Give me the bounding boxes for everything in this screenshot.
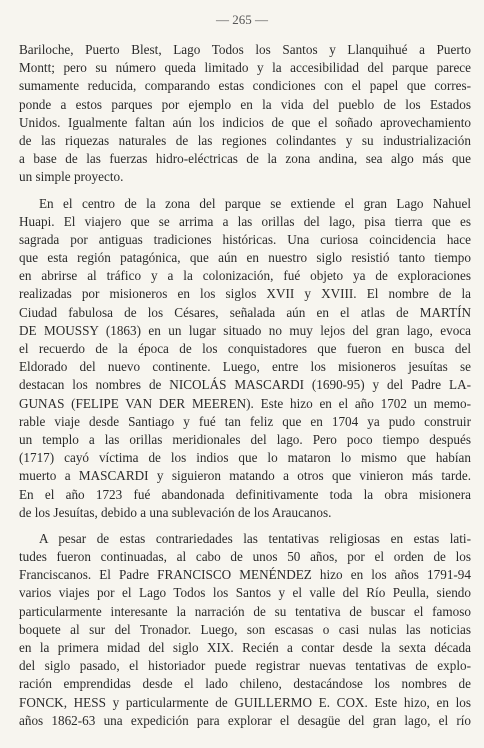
text-line: un simple proyecto. [19,169,124,185]
text-line: del siglo pasado, el historiador puede registrar nuevas tentativas de explo- [19,658,471,674]
text-line: ración emprendidas desde el lado chileno, destacándose los nombres de [19,676,471,692]
paragraph-gap [19,522,471,530]
paragraph [19,41,471,187]
text-line: Franciscanos. El Padre FRANCISCO MENÉNDEZ hizo en los años 1791-94 [19,567,471,583]
text-line: GUNAS (FELIPE VAN DER MEEREN). Este hizo en el año 1702 un memo- [19,395,471,411]
page-number: — 265 — [216,12,268,27]
text-line: En el año 1723 fué abandonada definitivamente toda la obra misionera [19,486,471,502]
text-line: DE MOUSSY (1863) en un lugar situado no muy lejos del gran lago, evoca [19,322,471,338]
text-line: que esta región patagónica, que aún en nuestro siglo resistió tanto tiempo [19,250,471,266]
text-line: ponde a estos parques por ejemplo en la vida del pueblo de los Estados [19,96,471,112]
text-line: un templo a las orillas meridionales del lago. Pero poco tiempo después [19,431,471,447]
text-line: FONCK, HESS y particularmente de GUILLERMO E. COX. Este hizo, en los [19,694,471,710]
body-text [19,41,471,730]
text-line: en abrirse al tráfico y a la colonización, fué objeto ya de exploraciones [19,268,471,284]
text-line: de las riquezas naturales de las regiones colindantes y su industrialización [19,132,471,148]
text-line: rable viaje desde Santiago y fué tan feliz que en 1704 ya pudo construir [19,413,471,429]
text-line: A pesar de estas contrariedades las tentativas religiosas en estas lati- [39,530,471,546]
text-line: particularmente interesante la narración de su tentativa de buscar el famoso [19,603,471,619]
text-line: Bariloche, Puerto Blest, Lago Todos los Santos y Llanquihué a Puerto [19,42,471,57]
text-line: realizadas por misioneros en los siglos XVII y XVIII. El nombre de la [19,286,471,302]
text-line: En el centro de la zona del parque se extiende el gran Lago Nahuel [39,195,471,211]
text-line: tudes fueron continuadas, al cabo de unos 50 años, por el orden de los [19,549,471,565]
text-line: en la primera midad del siglo XIX. Recién a contar desde la sexta década [19,640,471,655]
text-line: de los Jesuítas, debido a una sublevación de los Araucanos. [19,504,332,520]
paragraph [19,530,471,730]
paragraph [19,195,471,522]
text-line: destacan los nombres de NICOLÁS MASCARDI (1690-95) y del Padre LA- [19,377,471,393]
text-line: muerto a MASCARDI y siguieron matando a otros que vinieron más tarde. [19,468,471,484]
text-line: boquete al sur del Tronador. Luego, son escasas o casi nulas las noticias [19,621,471,637]
text-line: Ciudad fabulosa de los Césares, señalada aún en el atlas de MARTÍN [19,304,471,320]
text-line: Huapi. El viajero que se arrima a las orillas del lago, pisa tierra que es [19,213,471,229]
text-line: el recuerdo de la época de los conquistadores que fueron en busca del [19,341,471,356]
text-line: Montt; pero su número queda limitado y la accesibilidad del parque parece [19,60,471,76]
paragraph-gap [19,187,471,195]
text-line: Unidos. Igualmente faltan aún los indicios de que el soñado aprovechamiento [19,114,471,130]
text-line: años 1862-63 una expedición para explorar el desagüe del gran lago, el río [19,712,471,728]
text-line: Eldorado del nuevo continente. Luego, entre los misioneros jesuítas se [19,359,471,375]
text-line: sagrada por antiguas tradiciones históricas. Una curiosa coincidencia hace [19,231,471,247]
text-line: varios viajes por el Lago Todos los Santos y el valle del Río Peulla, siendo [19,585,471,601]
text-line: sumamente reducida, comparando estas condiciones con el papel que corres- [19,78,471,94]
text-line: (1717) cayó víctima de los indios que lo mataron lo mismo que habían [19,450,471,466]
text-line: a base de las fuerzas hidro-eléctricas de la zona andina, sea algo más que [19,151,471,167]
